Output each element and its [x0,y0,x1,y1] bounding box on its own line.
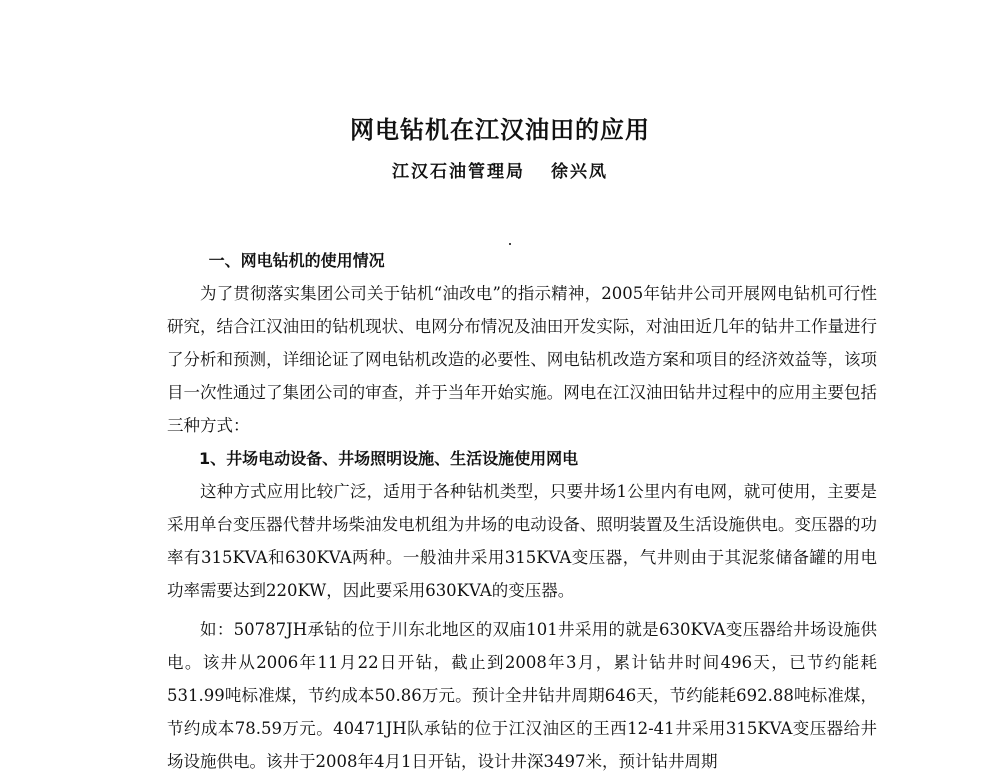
author-name: 徐兴凤 [551,162,608,182]
author-organization: 江汉石油管理局 [392,162,525,182]
subsection-heading: 1、井场电动设备、井场照明设施、生活设施使用网电 [199,449,579,468]
paragraph: 如：50787JH承钻的位于川东北地区的双庙101井采用的就是630KVA变压器给井场设施供电。该井从2006年11月22日开钻，截止到2008年3月，累计钻井时间496天，已节约能耗531.99吨标准煤，节约成本50.86万元。预计全井钻井周期646天，节约能耗692.88吨标准煤，节约成本78.59万元。40471JH队承钻的位于江汉油区的王西12-41井采用315KVA变压器给井场设施供电。该井于2008年4月1日开钻，设计井深3497米，预计钻井周期 [167,620,877,771]
document-title: 网电钻机在江汉油田的应用 [350,116,650,144]
document-body [167,244,877,778]
paragraph: 为了贯彻落实集团公司关于钻机“油改电”的指示精神，2005年钻井公司开展网电钻机可行性研究，结合江汉油田的钻机现状、电网分布情况及油田开发实际，对油田近几年的钻井工作量进行了分析和预测，详细论证了网电钻机改造的必要性、网电钻机改造方案和项目的经济效益等，该项目一次性通过了集团公司的审查，并于当年开始实施。网电在江汉油田钻井过程中的应用主要包括三种方式： [167,284,877,435]
byline [0,157,1000,182]
section-heading: 一、网电钻机的使用情况 [208,251,385,270]
paragraph: 这种方式应用比较广泛，适用于各种钻机类型，只要井场1公里内有电网，就可使用，主要是采用单台变压器代替井场柴油发电机组为井场的电动设备、照明装置及生活设施供电。变压器的功率有315KVA和630KVA两种。一般油井采用315KVA变压器，气井则由于其泥浆储备罐的用电功率需要达到220KW，因此要采用630KVA的变压器。 [167,482,877,600]
